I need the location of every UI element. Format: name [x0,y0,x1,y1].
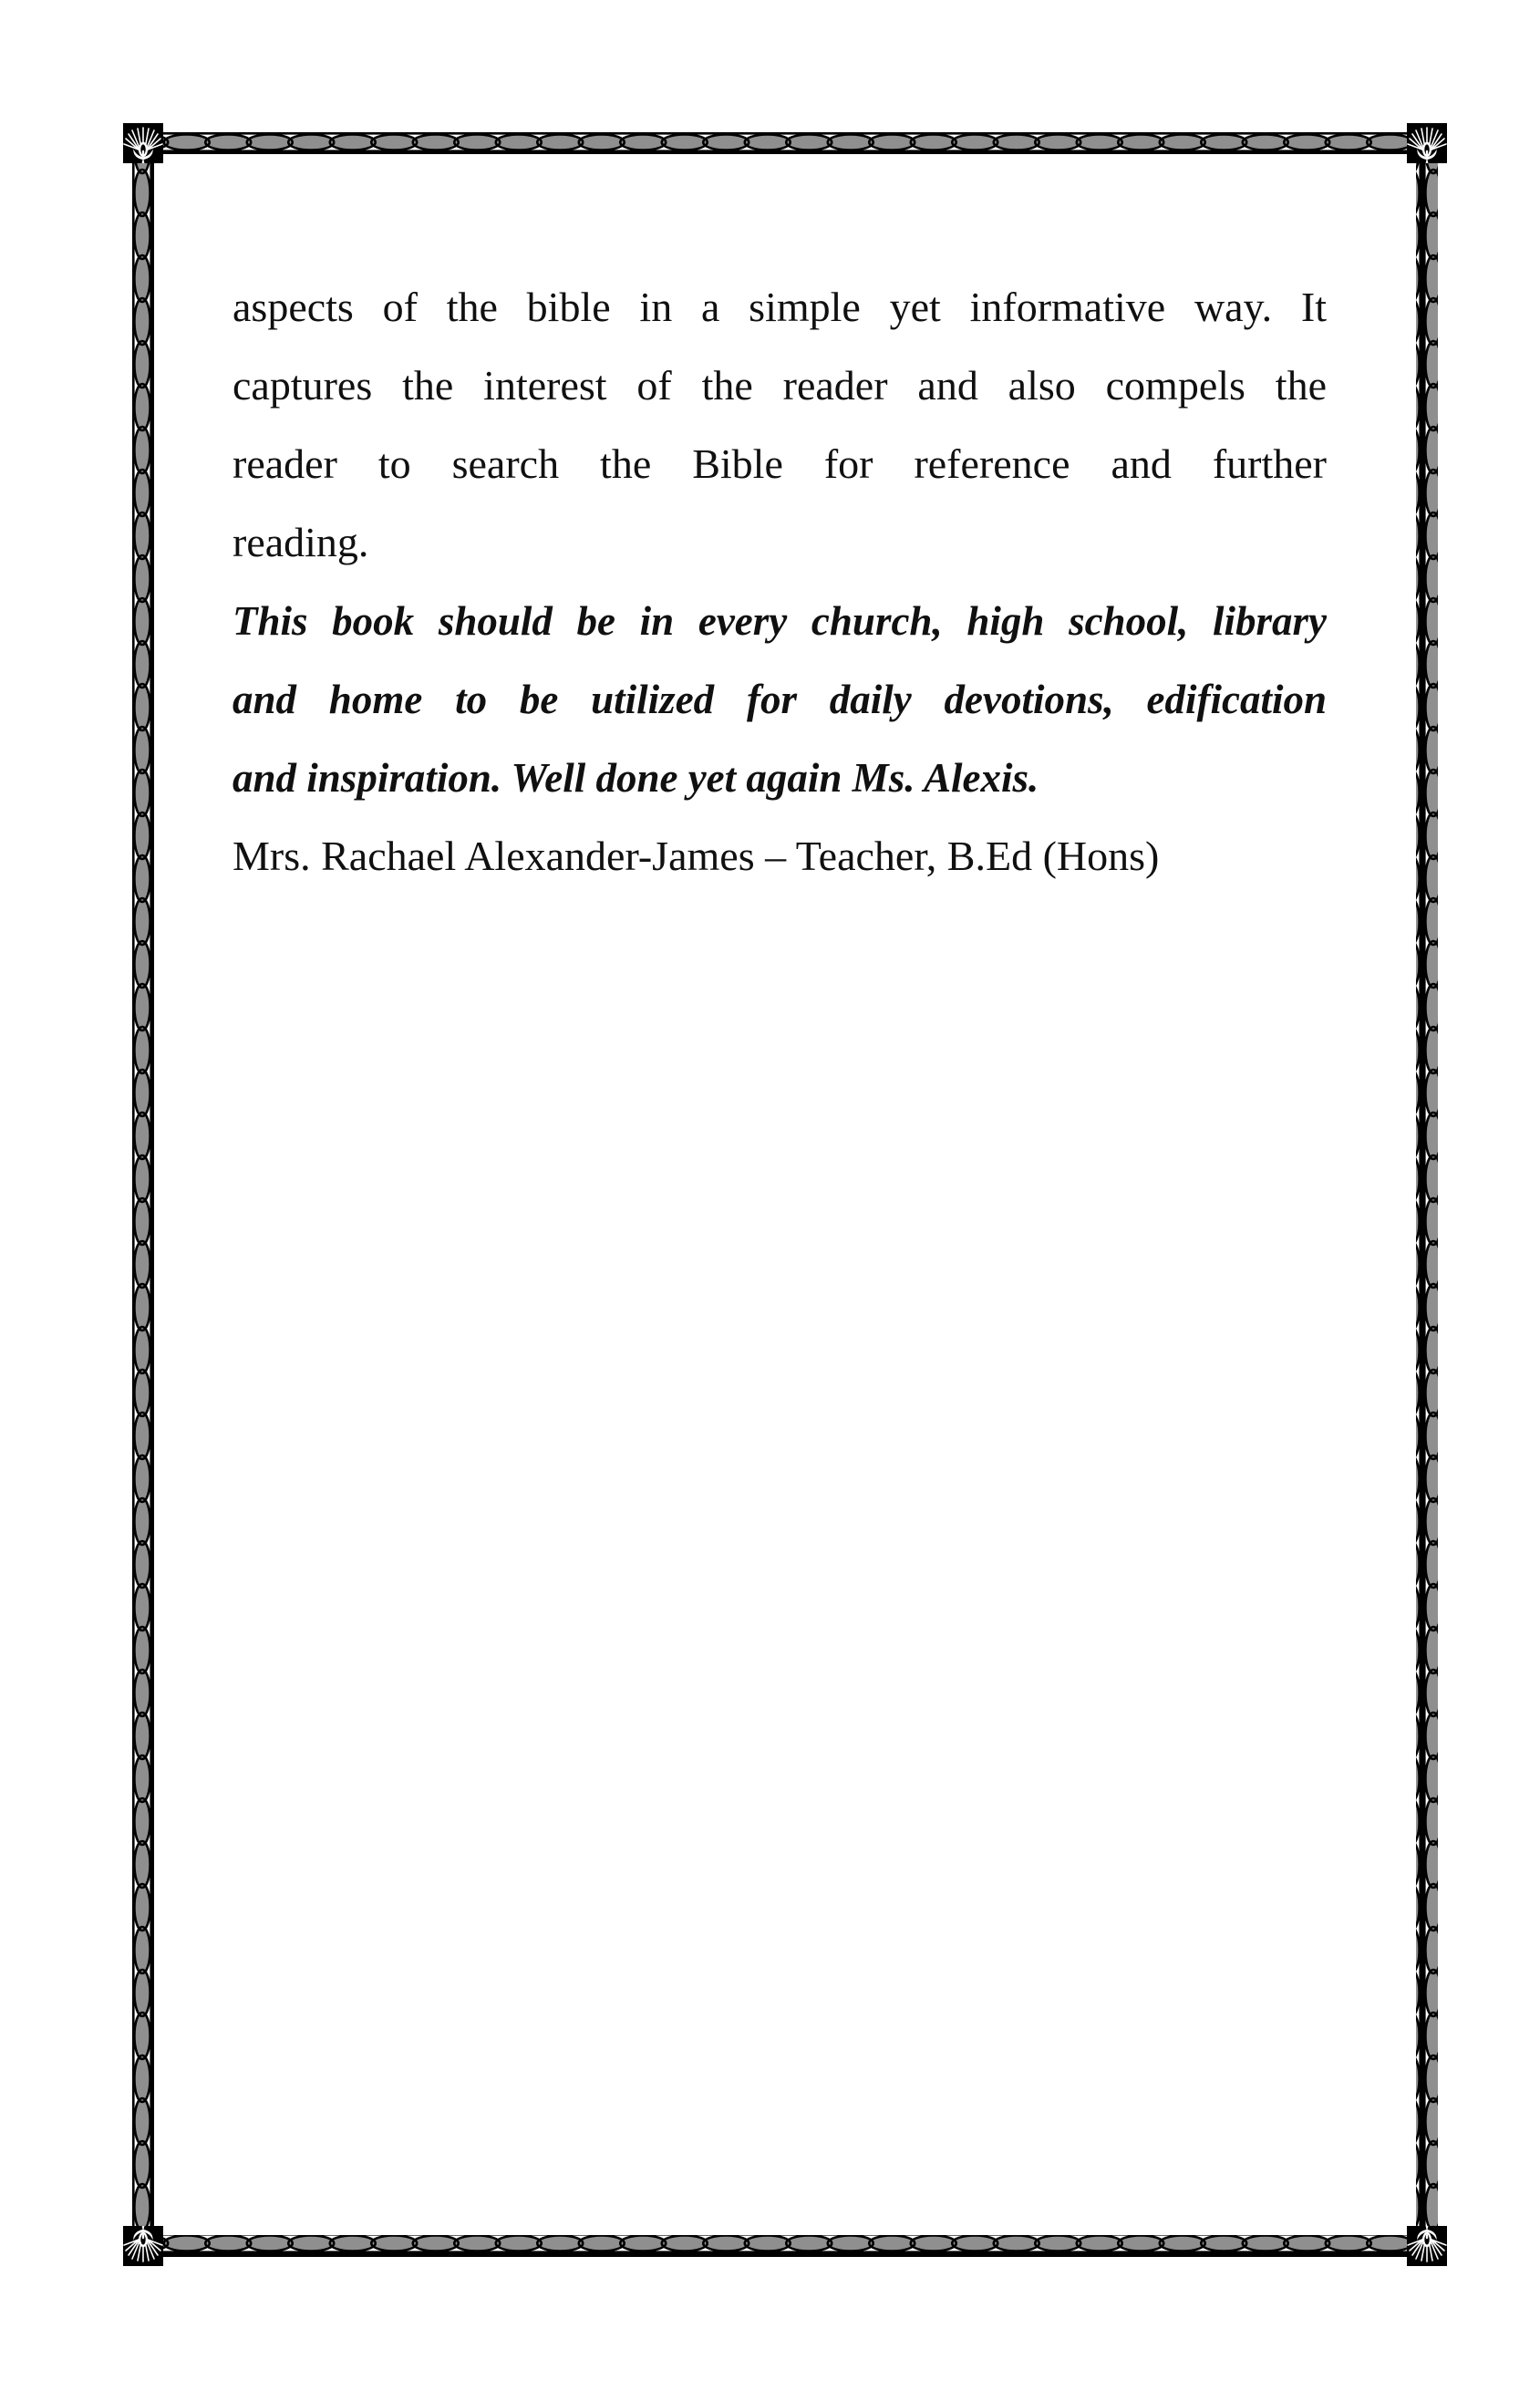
border-band-bottom [163,2235,1407,2257]
endorsement-emphasis-paragraph [233,582,1327,817]
border-band-top [163,132,1407,154]
border-band-left [132,163,154,2226]
paragraph-line: reading. [233,519,369,565]
corner-ornament-top-right-icon [1407,123,1447,163]
paragraph-line: captures the interest of the reader and also compels the [233,362,1327,409]
attribution [233,817,1327,895]
paragraph-line: reader to search the Bible for reference and further [233,440,1327,487]
border-band-right [1416,163,1438,2226]
page-text-block [233,268,1327,895]
paragraph-line: and inspiration. Well done yet again Ms. Alexis. [233,755,1039,801]
paragraph-line: This book should be in every church, high school, library [233,598,1327,644]
paragraph-line: aspects of the bible in a simple yet informative way. It [233,284,1327,330]
attribution-line: Mrs. Rachael Alexander-James – Teacher, B.Ed (Hons) [233,833,1160,879]
corner-ornament-bottom-right-icon [1407,2226,1447,2266]
corner-ornament-top-left-icon [123,123,163,163]
endorsement-paragraph [233,268,1327,582]
corner-ornament-bottom-left-icon [123,2226,163,2266]
paragraph-line: and home to be utilized for daily devotions, edification [233,677,1327,722]
